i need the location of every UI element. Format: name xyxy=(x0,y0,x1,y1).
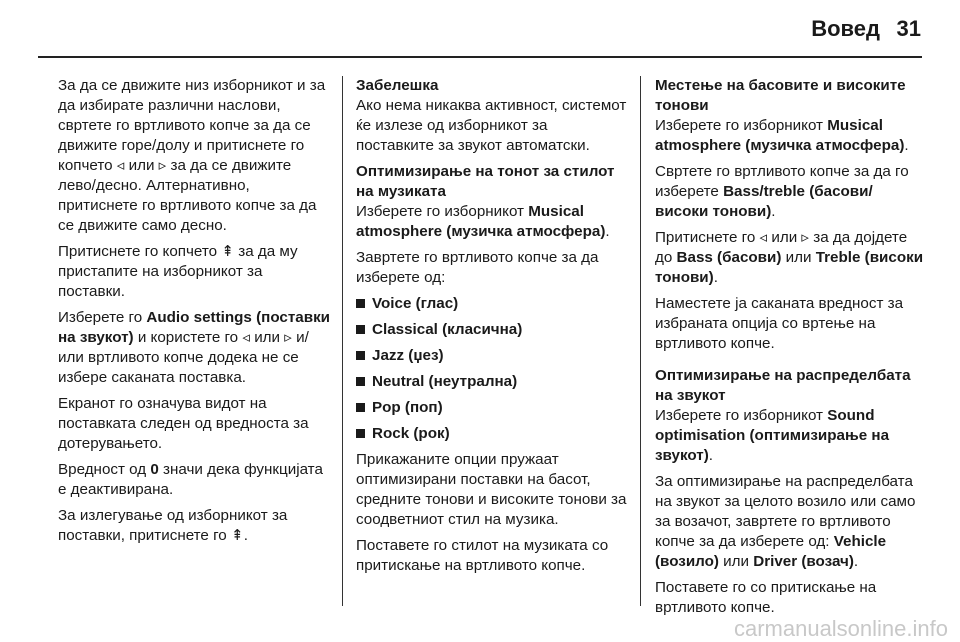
section-heading: Местење на басовите и високите тонови xyxy=(655,77,906,114)
menu-term: Musical atmosphere (музичка атмосфера) xyxy=(655,117,905,154)
list-item: Jazz (џез) xyxy=(356,346,628,366)
column-divider-2 xyxy=(640,76,641,606)
paragraph: Екранот го означува видот на поставката следен од вредноста за дотерувањето. xyxy=(58,395,309,452)
note-text: Ако нема никаква активност, системот ќе излезе од изборникот за поставките за звукот автоматски. xyxy=(356,97,627,154)
menu-term: Bass/treble (басови/ високи тонови) xyxy=(655,183,873,220)
paragraph: Свртете го вртливото копче за да го изберете Bass/treble (басови/ високи тонови). xyxy=(655,163,909,220)
list-item: Voice (глас) xyxy=(356,294,628,314)
column-3: Местење на басовите и високите тонови Изберете го изборникот Musical atmosphere (музичка атмосфера). Свртете го вртливото копче за да го изберете Bass/treble (басови/ високи тонови). Притиснете го ◃ или ▹ за да дојдете до Bass (басови) или Treble (високи тонови). Наместете ја саканата вредност за избраната опција со вртење на вртливото копче. Оптимизирање на распределбата на звукот Изберете го изборникот Sound optimisation (оптимизирање на звукот). За оптимизирање на распределбата на звукот за целото возило или само за возачот, завртете го вртливото копче за да изберете од: Vehicle (возило) или Driver (возач). Поставете го со притискање на вртливото копче. xyxy=(655,76,927,624)
list-item: Classical (класична) xyxy=(356,320,628,340)
bullet-icon xyxy=(356,429,365,438)
menu-term: Musical atmosphere (музичка атмосфера) xyxy=(356,203,606,240)
menu-term: Treble (високи тонови) xyxy=(655,249,924,286)
page-number: 31 xyxy=(896,16,921,41)
paragraph: За да се движите низ изборникот и за да избирате различни наслови, свртете го вртливото копче за да се движите горе/долу и притиснете го копчето ◃ или ▹ за да се движите лево/десно. Алтернативно, притиснете го вртливото копче за да се движите само десно. xyxy=(58,77,326,234)
list-item: Rock (рок) xyxy=(356,424,628,444)
bullet-icon xyxy=(356,351,365,360)
page-title: Вовед xyxy=(811,16,880,41)
bullet-icon xyxy=(356,325,365,334)
menu-term: Driver (возач) xyxy=(753,553,854,570)
list-item: Pop (поп) xyxy=(356,398,628,418)
paragraph: Притиснете го ◃ или ▹ за да дојдете до Bass (басови) или Treble (високи тонови). xyxy=(655,229,924,286)
paragraph: Изберете го Audio settings (поставки на звукот) и користете го ◃ или ▹ и/или вртливото копче додека не се избере саканата поставка. xyxy=(58,309,331,386)
note-box xyxy=(356,76,628,156)
paragraph: Вредност од 0 значи дека функцијата е деактивирана. xyxy=(58,461,323,498)
paragraph: Прикажаните опции пружаат оптимизирани поставки на басот, средните тонови и високите тонови за соодветниот стил на музика. xyxy=(356,451,627,528)
paragraph: Поставете го со притискање на вртливото копче. xyxy=(655,579,877,616)
paragraph: За излегување од изборникот за поставки, притиснете го ⇞. xyxy=(58,507,288,544)
paragraph: Притиснете го копчето ⇞ за да му пристапите на изборникот за поставки. xyxy=(58,243,298,300)
section-heading: Оптимизирање на тонот за стилот на музиката xyxy=(356,163,615,200)
paragraph: Наместете ја саканата вредност за избраната опција со вртење на вртливото копче. xyxy=(655,295,904,352)
section-heading: Оптимизирање на распределбата на звукот xyxy=(655,367,911,404)
menu-term: Vehicle (возило) xyxy=(655,533,887,570)
bullet-icon xyxy=(356,377,365,386)
menu-term: Audio settings (поставки на звукот) xyxy=(58,309,331,346)
bullet-icon xyxy=(356,403,365,412)
menu-term: Bass (басови) xyxy=(676,249,782,266)
bullet-icon xyxy=(356,299,365,308)
value-term: 0 xyxy=(150,461,159,478)
watermark: carmanualsonline.info xyxy=(733,616,948,641)
header-divider xyxy=(38,56,922,58)
column-2: Забелешка Ако нема никаква активност, системот ќе излезе од изборникот за поставките за звукот автоматски. Оптимизирање на тонот за стилот на музиката Изберете го изборникот Musical atmosphere (музичка атмосфера). Завртете го вртливото копче за да изберете од: Voice (глас) Classical (класична) Jazz (џез) Neutral (неутрална) Pop (поп) Rock (рок) Прикажаните опции пружаат оптимизирани поставки на басот, средните тонови и високите тонови за соодветниот стил на музика. Поставете го стилот на музиката со притискање на вртливото копче. xyxy=(356,77,627,574)
page-header xyxy=(0,0,960,56)
paragraph: За оптимизирање на распределбата на звукот за целото возило или само за возачот, завртете го вртливото копче за да изберете од: Vehicle (возило) или Driver (возач). xyxy=(655,473,916,570)
note-title: Забелешка xyxy=(356,77,439,94)
column-1 xyxy=(58,76,330,552)
style-option-list xyxy=(356,294,628,444)
menu-term: Sound optimisation (оптимизирање на звукот) xyxy=(655,407,890,464)
paragraph: Завртете го вртливото копче за да изберете од: xyxy=(356,249,599,286)
paragraph: Поставете го стилот на музиката со притискање на вртливото копче. xyxy=(356,537,609,574)
list-item: Neutral (неутрална) xyxy=(356,372,628,392)
column-divider-1 xyxy=(342,76,343,606)
